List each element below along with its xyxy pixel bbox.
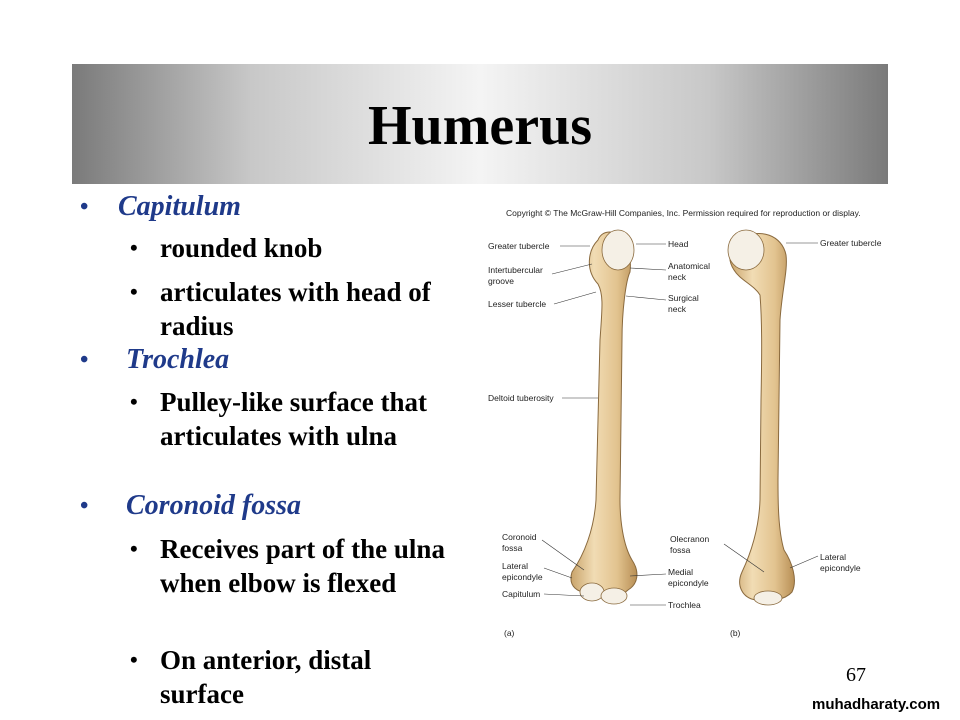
bullet-icon: • (130, 389, 138, 414)
bullet-icon: • (80, 194, 89, 220)
title-bar (72, 64, 888, 184)
watermark: muhadharaty.com (812, 696, 941, 713)
label-medial-epicondyle: epicondyle (668, 578, 709, 588)
label-medial: Medial (668, 567, 694, 577)
sub-bullet (130, 385, 460, 453)
label-trochlea: Trochlea (668, 600, 701, 610)
humerus-posterior-bone (728, 230, 794, 605)
humerus-anterior-bone (571, 230, 637, 604)
sub-bullet-text: On anterior, distal surface (160, 645, 372, 709)
label-greater-tubercle-a: Greater tubercle (488, 241, 550, 251)
label-lateral-a: Lateral (502, 561, 528, 571)
bullet-icon: • (130, 647, 138, 672)
label-olecranon: Olecranon (670, 534, 710, 544)
label-lateral-epicondyle-a: epicondyle (502, 572, 543, 582)
label-coronoid: Coronoid (502, 532, 537, 542)
label-surgical-neck: neck (668, 304, 686, 314)
label-olecranon-fossa: fossa (670, 545, 691, 555)
bullet-icon: • (80, 493, 89, 519)
bullet-icon: • (130, 536, 138, 561)
label-coronoid-fossa: fossa (502, 543, 523, 553)
label-intertubercular: Intertubercular (488, 265, 543, 275)
humerus-figure (480, 200, 900, 650)
sub-bullet (130, 231, 430, 265)
bullet-icon: • (80, 347, 89, 373)
sub-bullet-text: rounded knob (160, 233, 323, 263)
label-view-a: (a) (504, 628, 515, 638)
sub-bullet-text: Pulley-like surface that articulates with ulna (160, 387, 427, 451)
slide-title: Humerus (368, 95, 592, 157)
bullet-heading: Coronoid fossa (126, 490, 302, 521)
label-surgical: Surgical (668, 293, 699, 303)
bullet-icon: • (130, 279, 138, 304)
sub-bullet (130, 275, 470, 343)
sub-bullet-text: articulates with head of radius (160, 277, 431, 341)
bullet-heading: Capitulum (118, 191, 241, 222)
label-view-b: (b) (730, 628, 741, 638)
label-intertubercular-groove: groove (488, 276, 514, 286)
label-greater-tubercle-b: Greater tubercle (820, 238, 882, 248)
label-lesser-tubercle: Lesser tubercle (488, 299, 547, 309)
figure-copyright: Copyright © The McGraw-Hill Companies, Inc. Permission required for reproduction or display. (506, 208, 861, 218)
sub-bullet (130, 643, 440, 711)
label-lateral-b: Lateral (820, 552, 846, 562)
bullet-heading: Trochlea (126, 344, 230, 375)
sub-bullet-text: Receives part of the ulna when elbow is flexed (160, 534, 445, 598)
label-anatomical: Anatomical (668, 261, 711, 271)
label-anatomical-neck: neck (668, 272, 686, 282)
label-capitulum: Capitulum (502, 589, 541, 599)
page-number: 67 (846, 664, 866, 686)
label-lateral-epicondyle-b: epicondyle (820, 563, 861, 573)
label-deltoid-tuberosity: Deltoid tuberosity (488, 393, 554, 403)
sub-bullet (130, 532, 450, 600)
label-head: Head (668, 239, 689, 249)
bullet-icon: • (130, 235, 138, 260)
